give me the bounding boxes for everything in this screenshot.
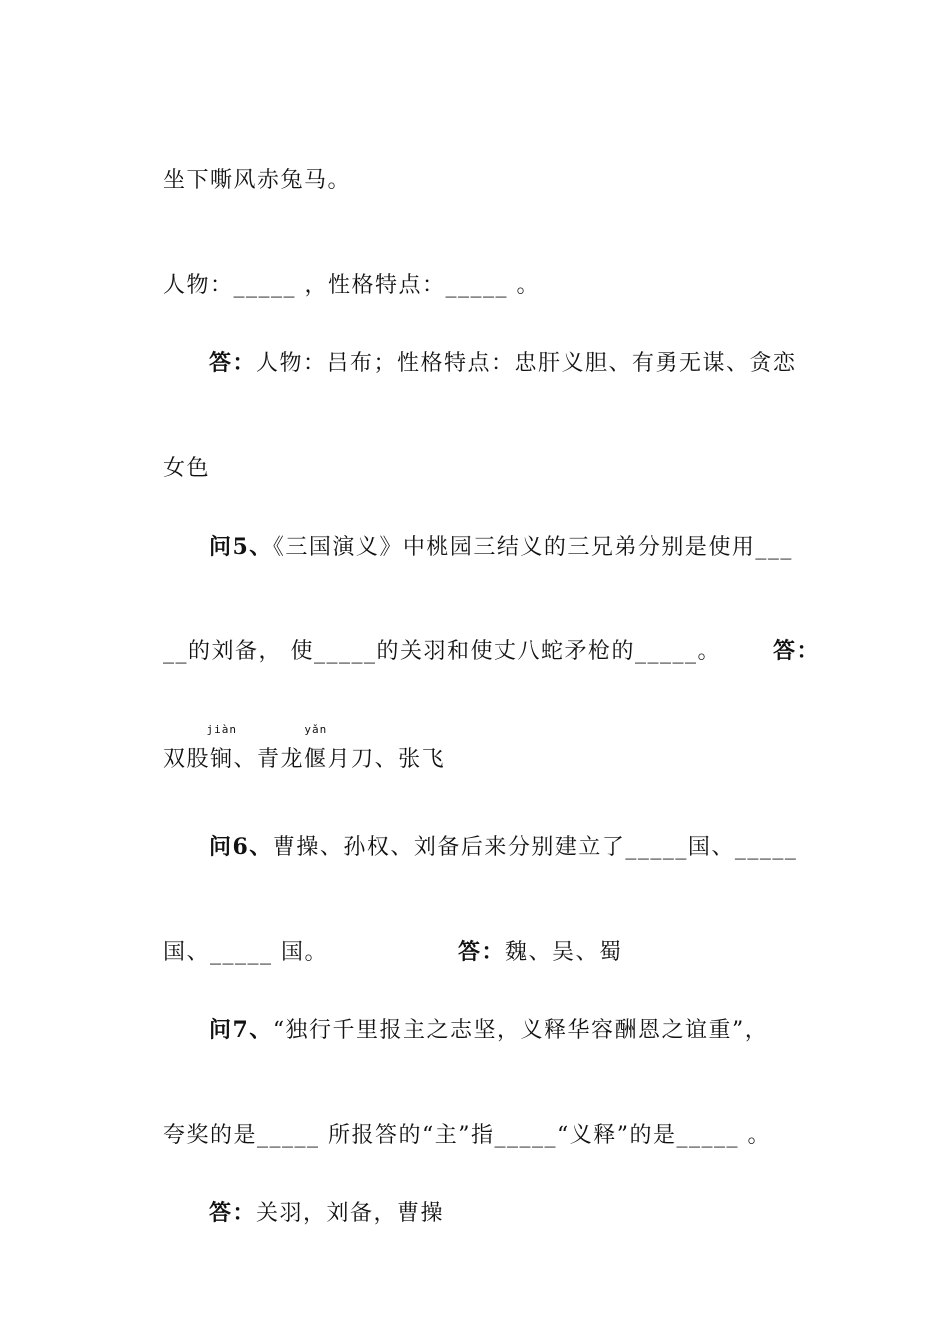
question-6 xyxy=(192,802,797,863)
question-7-continued xyxy=(146,1091,771,1151)
question-text: __的刘备， 使_____的关羽和使丈八蛇矛枪的_____。 xyxy=(163,639,721,664)
pinyin-jian: jiàn xyxy=(206,723,238,736)
ruby-yan xyxy=(304,723,328,775)
question-7 xyxy=(192,985,768,1046)
question-label: 问6、 xyxy=(209,834,273,860)
pinyin-yan: yǎn xyxy=(304,723,328,736)
answer-line-3 xyxy=(192,318,797,379)
answer-label: 答： xyxy=(773,638,821,664)
ruby-base: 偃 xyxy=(304,747,328,772)
answer-text: 魏、吴、蜀 xyxy=(505,940,623,965)
question-5-continued xyxy=(146,606,820,667)
question-5 xyxy=(192,502,793,563)
question-label: 问5、 xyxy=(209,534,273,560)
text-line-1 xyxy=(146,136,351,196)
answer-text: 月刀、张飞 xyxy=(327,747,446,772)
line-text: 坐下嘶风赤兔马。 xyxy=(163,168,352,193)
line-text: 人物：_____ ，性格特点：_____ 。 xyxy=(163,273,540,298)
question-text: 国、_____ 国。 xyxy=(163,940,328,965)
answer-text: 人物：吕布；性格特点：忠肝义胆、有勇无谋、贪恋 xyxy=(256,351,797,376)
answer-label: 答： xyxy=(458,939,506,965)
answer-text: 、青龙 xyxy=(233,747,305,772)
answer-text: 关羽，刘备，曹操 xyxy=(256,1201,445,1226)
question-text: “独行千里报主之志坚，义释华容酬恩之谊重”， xyxy=(272,1018,769,1043)
question-text: 《三国演义》中桃园三结义的三兄弟分别是使用___ xyxy=(272,535,793,560)
question-text: 曹操、孙权、刘备后来分别建立了_____国、_____ xyxy=(272,835,798,860)
question-label: 问7、 xyxy=(209,1017,273,1043)
ruby-base: 锏 xyxy=(210,747,234,772)
answer-line-12 xyxy=(192,1168,444,1229)
line-text: 女色 xyxy=(163,456,211,481)
ruby-jian xyxy=(206,723,238,775)
question-text: 夸奖的是_____ 所报答的“主”指_____“义释”的是_____ 。 xyxy=(163,1123,771,1148)
text-line-4 xyxy=(146,424,210,484)
answer-label: 答： xyxy=(209,350,257,376)
answer-text: 双股 xyxy=(163,747,211,772)
answer-line-7 xyxy=(146,715,445,775)
answer-label: 答： xyxy=(209,1200,257,1226)
text-line-2 xyxy=(146,241,540,301)
question-6-continued xyxy=(146,907,623,968)
